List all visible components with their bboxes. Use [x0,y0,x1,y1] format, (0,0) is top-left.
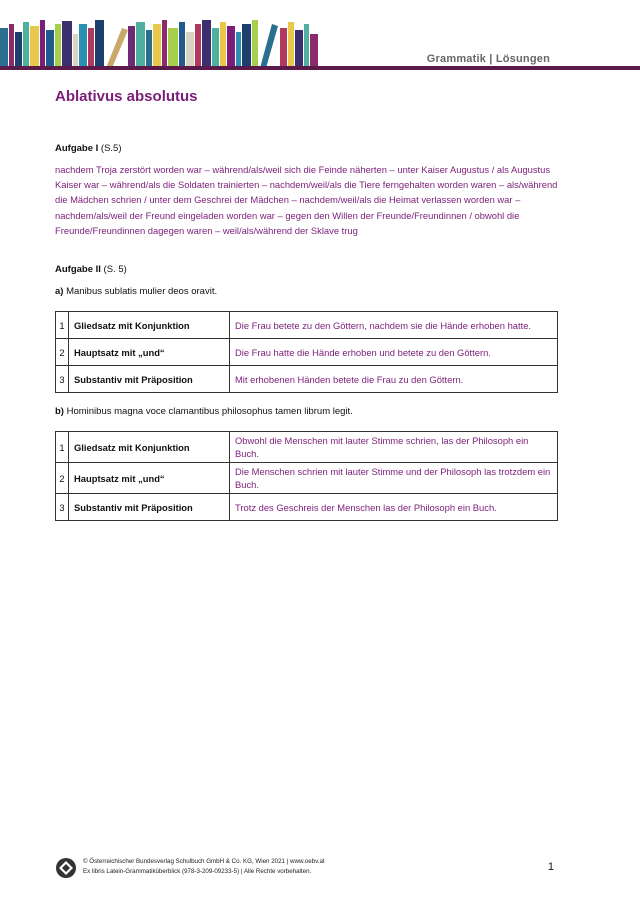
aufgabe-2-heading-page: (S. 5) [100,264,127,275]
row-type: Hauptsatz mit „und“ [69,339,230,366]
footer-copyright: © Österreichischer Bundesverlag Schulbuch GmbH & Co. KG, Wien 2021 | www.oebv.at [83,858,325,865]
row-answer: Trotz des Geschreis der Menschen las der Philosoph ein Buch. [230,494,558,521]
table-row [56,366,558,393]
aufgabe-1-heading-page: (S.5) [98,143,122,154]
sentence-b-label: b) [55,406,64,417]
publisher-logo-icon [55,857,77,879]
row-number: 2 [56,463,69,494]
footer-rights: Ex libris Latein-Grammatiküberblick (978-3-209-09233-5) | Alle Rechte vorbehalten. [83,868,312,875]
table-row [56,312,558,339]
row-answer: Die Frau hatte die Hände erhoben und betete zu den Göttern. [230,339,558,366]
row-number: 1 [56,432,69,463]
aufgabe-2-heading [55,264,127,275]
table-b [55,431,558,521]
row-type: Substantiv mit Präposition [69,366,230,393]
sentence-a [55,286,217,297]
bookshelf-banner-icon [0,18,330,68]
row-type: Gliedsatz mit Konjunktion [69,432,230,463]
row-answer: Obwohl die Menschen mit lauter Stimme schrien, las der Philosoph ein Buch. [230,432,558,463]
table-row [56,494,558,521]
section-label: Grammatik | Lösungen [426,53,550,65]
row-answer: Die Frau betete zu den Göttern, nachdem sie die Hände erhoben hatte. [230,312,558,339]
row-number: 3 [56,366,69,393]
page-number: 1 [547,861,554,873]
table-row [56,339,558,366]
sentence-b [55,406,353,417]
table-a [55,311,558,393]
aufgabe-1-heading-bold: Aufgabe I [55,143,99,154]
row-type: Substantiv mit Präposition [69,494,230,521]
footer [55,855,575,885]
aufgabe-1-answer-text: nachdem Troja zerstört worden war – während/als/weil sich die Feinde näherten – unter Kaiser Augustus / als Augustus Kaiser war – während/als die Soldaten trainierten – nachdem/weil/als die Tiere ferngehalten worden waren – als/während die Mädchen schrien / unter dem Geschrei der Mädchen – nachdem/weil/als die Heimat verlassen worden war – nachdem/als/weil der Freund eingeladen worden war – gegen den Willen der Freunde/Freundinnen / obwohl die Freunde/Freundinnen dagegen waren – weil/als/während der Sklave trug [55,164,558,236]
row-type: Gliedsatz mit Konjunktion [69,312,230,339]
table-row [56,432,558,463]
sentence-a-text: Manibus sublatis mulier deos oravit. [63,286,218,297]
table-row [56,463,558,494]
aufgabe-1-heading [55,143,122,154]
sentence-b-text: Hominibus magna voce clamantibus philosophus tamen librum legit. [63,406,353,417]
row-number: 2 [56,339,69,366]
aufgabe-2-heading-bold: Aufgabe II [55,264,101,275]
row-number: 3 [56,494,69,521]
sentence-a-label: a) [55,286,64,297]
page-title: Ablativus absolutus [55,88,198,105]
row-number: 1 [56,312,69,339]
header-rule [0,66,640,70]
row-answer: Mit erhobenen Händen betete die Frau zu den Göttern. [230,366,558,393]
row-answer: Die Menschen schrien mit lauter Stimme und der Philosoph las trotzdem ein Buch. [230,463,558,494]
row-type: Hauptsatz mit „und“ [69,463,230,494]
